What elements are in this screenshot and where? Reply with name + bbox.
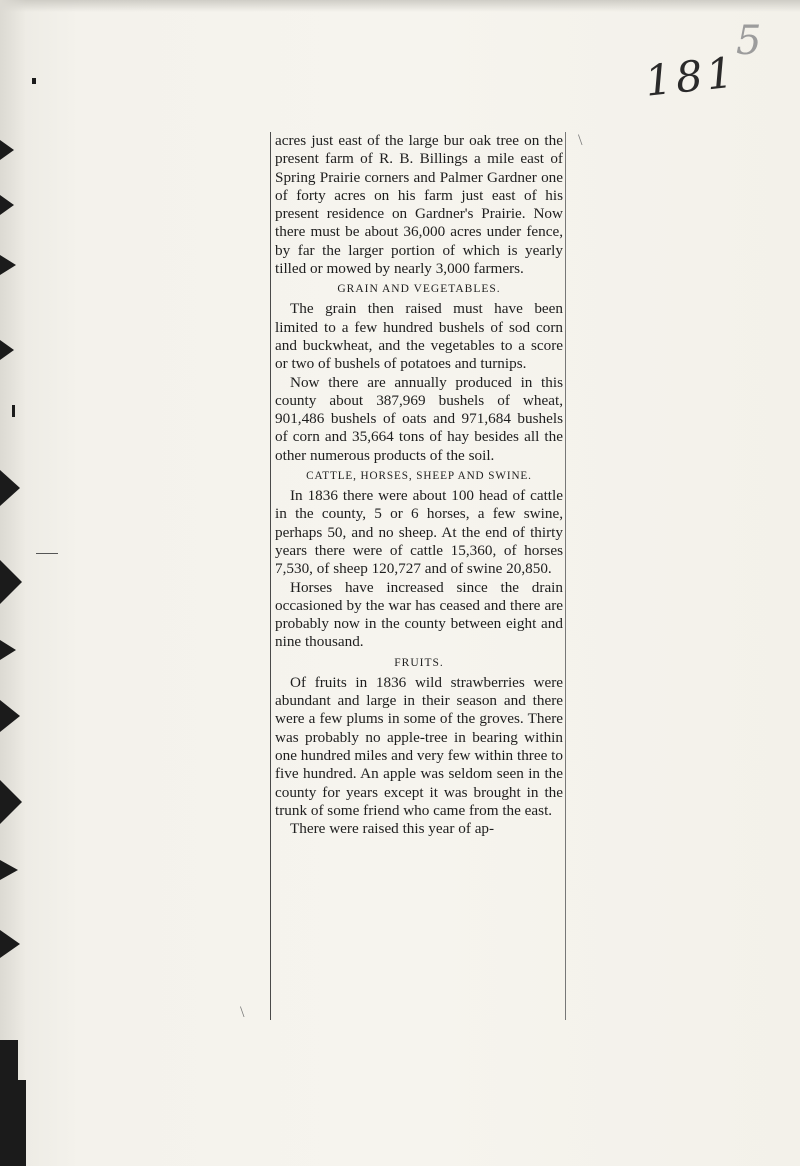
page-number: 181: [642, 47, 740, 106]
binding-notch-mark: [0, 780, 22, 824]
binding-notch-mark: [0, 255, 16, 275]
binding-tick: [12, 405, 15, 417]
binding-notch-mark: [0, 470, 20, 506]
cattle-paragraph-1: In 1836 there were about 100 head of cattle in the county, 5 or 6 horses, a few swine, perhaps 50, and no sheep. At the end of thirty years there were of cattle 15,360, of horses 7,530, of sheep 120,727 and of swine 20,850.: [275, 487, 563, 578]
corner-mark: 5: [736, 18, 762, 64]
binding-notch-mark: [0, 640, 16, 660]
binding-notch-mark: [0, 340, 14, 360]
margin-mark: [32, 78, 36, 84]
binding-dark-edge: [0, 1080, 26, 1166]
cattle-heading: CATTLE, HORSES, SHEEP AND SWINE.: [306, 470, 532, 483]
binding-notch-mark: [0, 700, 20, 732]
margin-tick: \: [240, 1004, 245, 1021]
page-top-edge-shadow: [0, 0, 800, 12]
grain-paragraph-1: The grain then raised must have been limited to a few hundred bushels of sod corn and buckwheat, and the vegetables to a score or two of bushels of potatoes and turnips.: [275, 300, 563, 373]
fruits-heading: FRUITS.: [394, 656, 444, 669]
intro-paragraph: acres just east of the large bur oak tree on the present farm of R. B. Billings a mile east of Spring Prairie corners and Palmer Gardner one of forty acres on his farm just east of his present residence on Gardner's Prairie. Now there must be about 36,000 acres under fence, by far the larger portion of which is yearly tilled or mowed by nearly 3,000 farmers.: [275, 132, 563, 278]
grain-heading: GRAIN AND VEGETABLES.: [337, 283, 501, 296]
binding-notch-mark: [0, 560, 22, 604]
binding-notch-mark: [0, 195, 14, 215]
binding-notch-mark: [0, 860, 18, 880]
fruits-paragraph-2: There were raised this year of ap-: [290, 820, 495, 838]
binding-notch-mark: [0, 140, 14, 160]
fruits-paragraph-1: Of fruits in 1836 wild strawberries were abundant and large in their season and there were a few plums in some of the groves. There was probably no apple-tree in bearing within one hundred miles and very few within three to five hundred. An apple was seldom seen in the county for years except it was brought in the trunk of some friend who came from the east.: [275, 673, 563, 819]
binding-notch-mark: [0, 930, 20, 958]
newspaper-clipping: [270, 132, 566, 1020]
cattle-paragraph-2: Horses have increased since the drain occasioned by the war has ceased and there are probably now in the county between eight and nine thousand.: [275, 578, 563, 651]
grain-paragraph-2: Now there are annually produced in this county about 387,969 bushels of wheat, 901,486 bushels of oats and 971,684 bushels of corn and 35,664 tons of hay besides all the other numerous products of the soil.: [275, 373, 563, 464]
binding-tick: [36, 553, 58, 554]
margin-tick: \: [578, 132, 583, 149]
